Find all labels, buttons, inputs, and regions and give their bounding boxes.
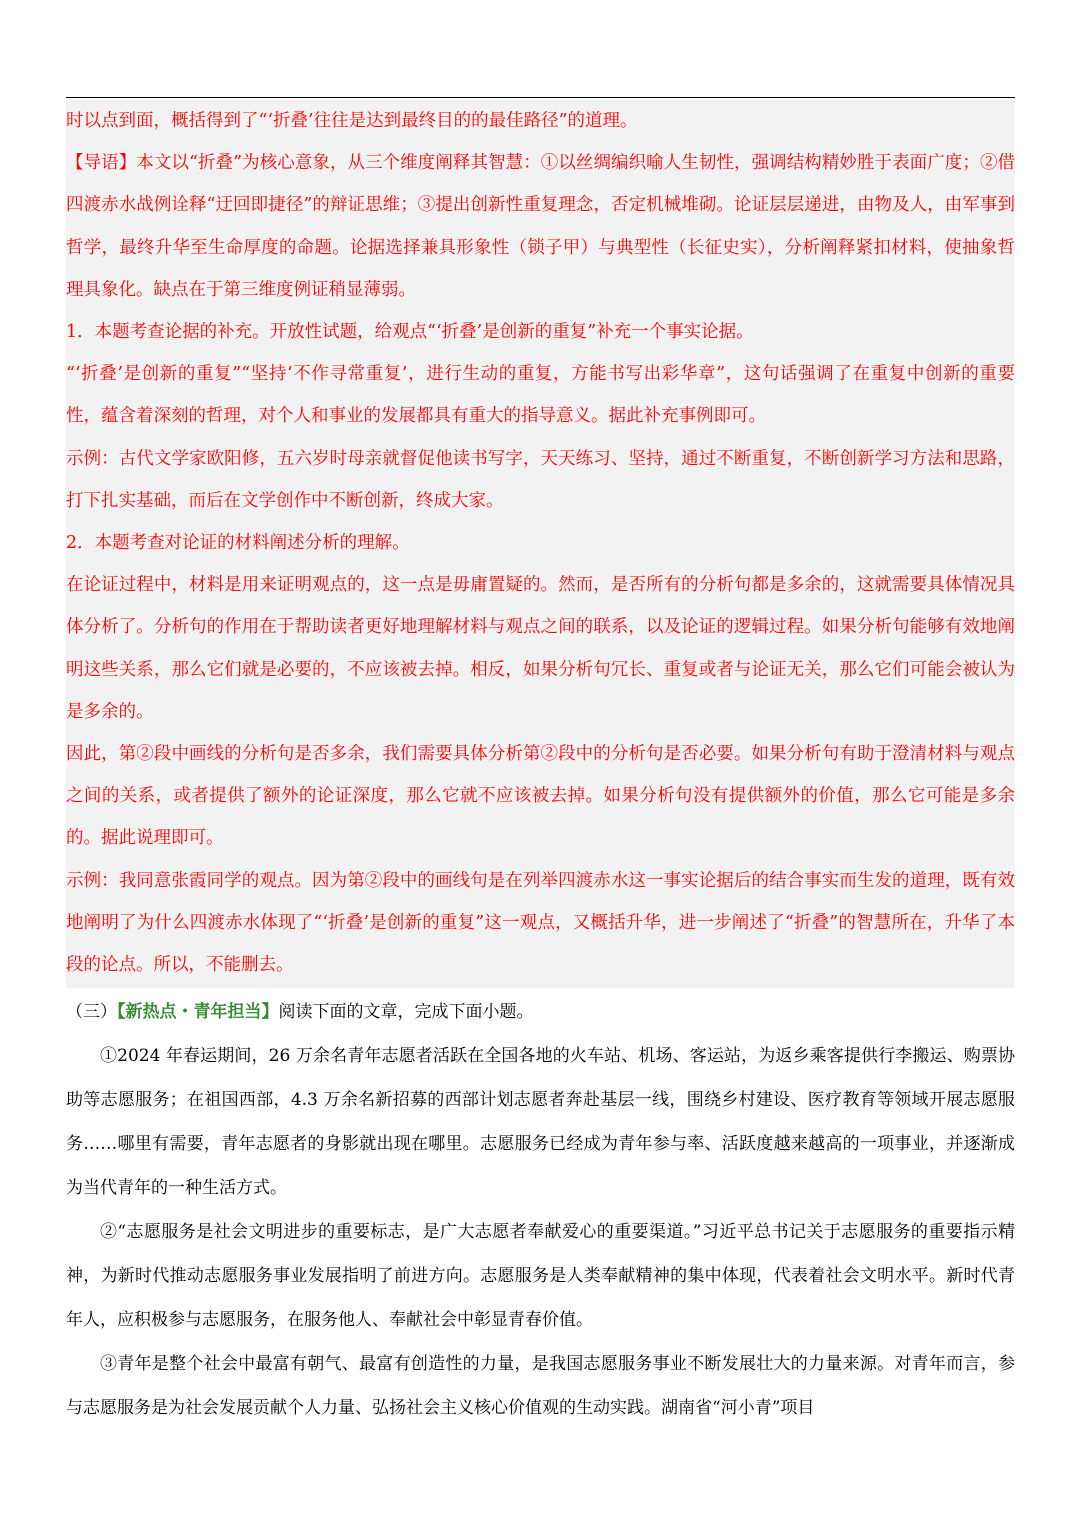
intro-text: 本文以“折叠”为核心意象，从三个维度阐释其智慧：①以丝绸编织喻人生韧性，强调结构精妙胜于表面广度；②借四渡赤水战例诠释“迂回即捷径”的辩证思维；③提出创新性重复理念，否定机械堆砌。论证层层递进，由物及人，由军事到哲学，最终升华至生命厚度的命题。论据选择兼具形象性（锁子甲）与典型性（长征史实），分析阐释紧扣材料，使抽象哲理具象化。缺点在于第三维度例证稍显薄弱。 bbox=[66, 153, 1016, 300]
q2-body-1: 在论证过程中，材料是用来证明观点的，这一点是毋庸置疑的。然而，是否所有的分析句都是多余的，这就需要具体情况具体分析了。分析句的作用在于帮助读者更好地理解材料与观点之间的联系，以及论证的逻辑过程。如果分析句能够有效地阐明这些关系，那么它们就是必要的，不应该被去掉。相反，如果分析句冗长、重复或者与论证无关，那么它们可能会被认为是多余的。 bbox=[66, 575, 1015, 722]
article-paragraph-3: ③青年是整个社会中最富有朝气、最富有创造性的力量，是我国志愿服务事业不断发展壮大的力量来源。对青年而言，参与志愿服务是为社会发展贡献个人力量、弘扬社会主义核心价值观的生动实践。湖南省“河小青”项目 bbox=[66, 1354, 1015, 1418]
q2-example: 示例：我同意张霞同学的观点。因为第②段中的画线句是在列举四渡赤水这一事实论据后的结合事实而生发的道理，既有效地阐明了为什么四渡赤水体现了“‘折叠’是创新的重复”这一观点，又概括升华，进一步阐述了“折叠”的智慧所在，升华了本段的论点。所以，不能删去。 bbox=[66, 870, 1015, 976]
section-instruction: 阅读下面的文章，完成下面小题。 bbox=[278, 1002, 534, 1022]
section-number: （三） bbox=[66, 1002, 117, 1022]
answer-continuation-line: 时以点到面，概括得到了“‘折叠’往往是达到最终目的的最佳路径”的道理。 bbox=[66, 111, 638, 131]
q1-body: “‘折叠’是创新的重复”“坚持‘不作寻常重复’，进行生动的重复，方能书写出彩华章”，这句话强调了在重复中创新的重要性，蕴含着深刻的哲理，对个人和事业的发展都具有重大的指导意义。据此补充事例即可。 bbox=[66, 364, 1015, 427]
reading-article bbox=[66, 992, 1015, 1430]
article-paragraph-2: ②“志愿服务是社会文明进步的重要标志，是广大志愿者奉献爱心的重要渠道。”习近平总书记关于志愿服务的重要指示精神，为新时代推动志愿服务事业发展指明了前进方向。志愿服务是人类奉献精神的集中体现，代表着社会文明水平。新时代青年人，应积极参与志愿服务，在服务他人、奉献社会中彰显青春价值。 bbox=[66, 1222, 1015, 1330]
section-tag: 【新热点・青年担当】 bbox=[117, 1002, 279, 1022]
intro-paragraph bbox=[66, 142, 1015, 311]
header-rule bbox=[66, 97, 1015, 98]
q2-body-2: 因此，第②段中画线的分析句是否多余，我们需要具体分析第②段中的分析句是否必要。如果分析句有助于澄清材料与观点之间的关系，或者提供了额外的论证深度，那么它就不应该被去掉。如果分析句没有提供额外的价值，那么它可能是多余的。据此说理即可。 bbox=[66, 744, 1015, 849]
section-heading bbox=[66, 992, 1015, 1032]
article-paragraph-1: ①2024 年春运期间，26 万余名青年志愿者活跃在全国各地的火车站、机场、客运站，为返乡乘客提供行李搬运、购票协助等志愿服务；在祖国西部，4.3 万余名新招募的西部计划志愿者奔赴基层一线，围绕乡村建设、医疗教育等领域开展志愿服务……哪里有需要，青年志愿者的身影就出现在哪里。志愿服务已经成为青年参与率、活跃度越来越高的一项事业，并逐渐成为当代青年的一种生活方式。 bbox=[66, 1046, 1015, 1198]
intro-tag: 【导语】 bbox=[66, 153, 137, 174]
answer-analysis-box bbox=[66, 100, 1015, 988]
q1-title: 1．本题考查论据的补充。开放性试题，给观点“‘折叠’是创新的重复”补充一个事实论据。 bbox=[66, 322, 754, 343]
q2-title: 2．本题考查对论证的材料阐述分析的理解。 bbox=[66, 533, 410, 554]
q1-example: 示例：古代文学家欧阳修，五六岁时母亲就督促他读书写字，天天练习、坚持，通过不断重复，不断创新学习方法和思路，打下扎实基础，而后在文学创作中不断创新，终成大家。 bbox=[66, 448, 1015, 511]
